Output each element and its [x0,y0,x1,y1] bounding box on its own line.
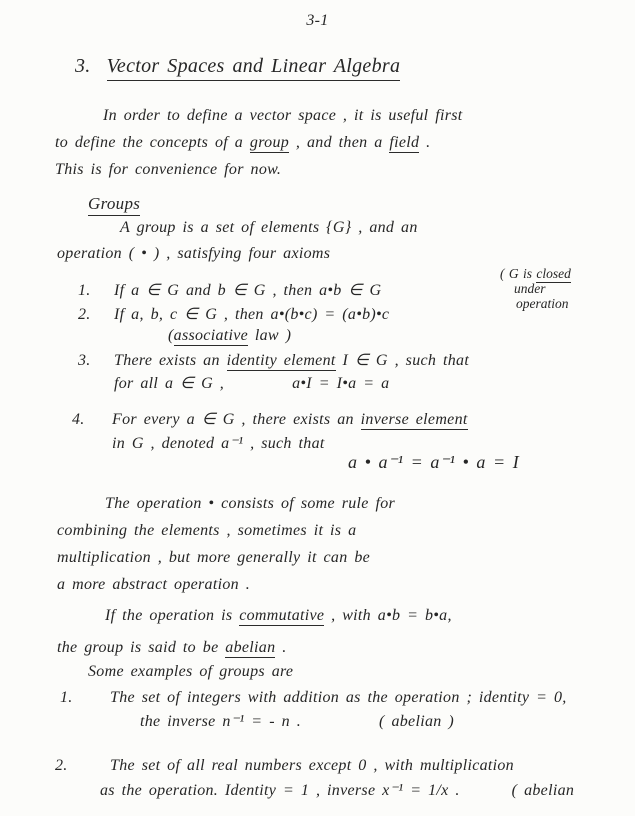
commutative-line-2 [57,632,617,664]
group-term: group [249,134,290,151]
axiom-4-pre: For every a ∈ G , there exists an [112,411,354,428]
section-title-text: Vector Spaces and Linear Algebra [107,55,401,81]
field-term: field [389,134,420,151]
axiom-3-pre: There exists an [114,352,220,369]
axiom-1-text: If a ∈ G and b ∈ G , then a•b ∈ G [114,282,382,299]
commutative-line-1-post: , with a•b = b•a, [331,607,452,624]
intro-line-2 [55,129,615,156]
example-1-inverse: the inverse n⁻¹ = - n . [140,713,302,730]
axiom-4-denoted: in G , denoted a⁻¹ , such that [112,435,325,452]
commutative-line-2-period: . [282,639,287,656]
intro-line-1: In order to define a vector space , it is useful first [103,107,463,124]
closed-term: closed [536,266,571,281]
commutative-term: commutative [239,607,325,624]
axiom-4-line-1 [72,408,612,432]
groups-intro-line-1: A group is a set of elements {G} , and an [120,219,418,236]
commutative-paragraph [57,600,617,664]
operation-paragraph-line-1: The operation • consists of some rule for [105,495,396,512]
example-2-identity: as the operation. Identity = 1 , inverse x⁻¹ = 1/x . [100,782,460,799]
section-number: 3. [75,55,91,77]
example-1-text: The set of integers with addition as the operation ; identity = 0, [110,689,567,706]
commutative-line-1-pre: If the operation is [105,607,233,624]
axiom-1 [78,280,381,300]
groups-intro-line-2: operation ( • ) , satisfying four axioms [57,245,331,262]
axiom-2-number: 2. [78,306,91,323]
operation-paragraph-line-2: combining the elements , sometimes it is a [57,522,357,539]
associative-term: associative [173,327,249,344]
example-1-line-1 [60,686,620,710]
axiom-4-line-2 [72,432,612,456]
section-title [75,55,400,78]
axiom-3-line-1 [78,349,618,372]
operation-paragraph-line-3: multiplication , but more generally it can be [57,549,371,566]
intro-line-2-period: . [426,134,431,151]
example-1 [60,686,620,734]
example-2-line-2 [55,778,630,803]
associative-law-note [168,327,291,345]
intro-paragraph [55,102,615,183]
page-number: 3-1 [306,12,329,29]
side-note-line-1 [500,266,632,281]
example-2 [55,753,630,803]
axiom-3-line-2 [78,372,618,395]
assoc-note-open: ( [168,327,174,344]
side-note-line-2: under [514,281,546,296]
intro-line-3: This is for convenience for now. [55,161,282,178]
example-2-text: The set of all real numbers except 0 , with multiplication [110,757,514,774]
abelian-term: abelian [225,639,276,656]
intro-line-2-text: to define the concepts of a [55,134,244,151]
operation-paragraph [57,490,612,598]
axiom-3-identity-formula: a•I = I•a = a [292,375,390,392]
example-2-number: 2. [55,757,68,774]
axiom-2 [78,304,389,324]
example-1-number: 1. [60,689,73,706]
example-2-abelian-tag: ( abelian [511,782,575,799]
inverse-formula: a • a⁻¹ = a⁻¹ • a = I [348,452,519,472]
intro-line-2-text-b: , and then a [295,134,383,151]
groups-heading: Groups [88,194,140,216]
commutative-line-1 [57,600,617,632]
axiom-4 [72,408,612,456]
axiom-3-forall: for all a ∈ G , [114,375,225,392]
inverse-element-term: inverse element [360,411,468,428]
closure-side-note [500,266,632,311]
axiom-3 [78,349,618,395]
axiom-1-number: 1. [78,282,91,299]
axiom-3-post: I ∈ G , such that [342,352,470,369]
example-1-line-2 [60,710,620,734]
operation-paragraph-line-4: a more abstract operation . [57,576,251,593]
example-2-line-1 [55,753,630,778]
commutative-line-2-pre: the group is said to be [57,639,219,656]
side-note-open: ( G is [500,266,532,281]
axiom-2-text: If a, b, c ∈ G , then a•(b•c) = (a•b)•c [114,306,390,323]
examples-heading: Some examples of groups are [88,663,294,680]
axiom-3-number: 3. [78,352,91,369]
side-note-line-3: operation [516,296,569,311]
assoc-note-rest: law ) [248,327,292,344]
axiom-4-number: 4. [72,411,85,428]
identity-element-term: identity element [226,352,336,369]
example-1-abelian-tag: ( abelian ) [379,713,454,730]
